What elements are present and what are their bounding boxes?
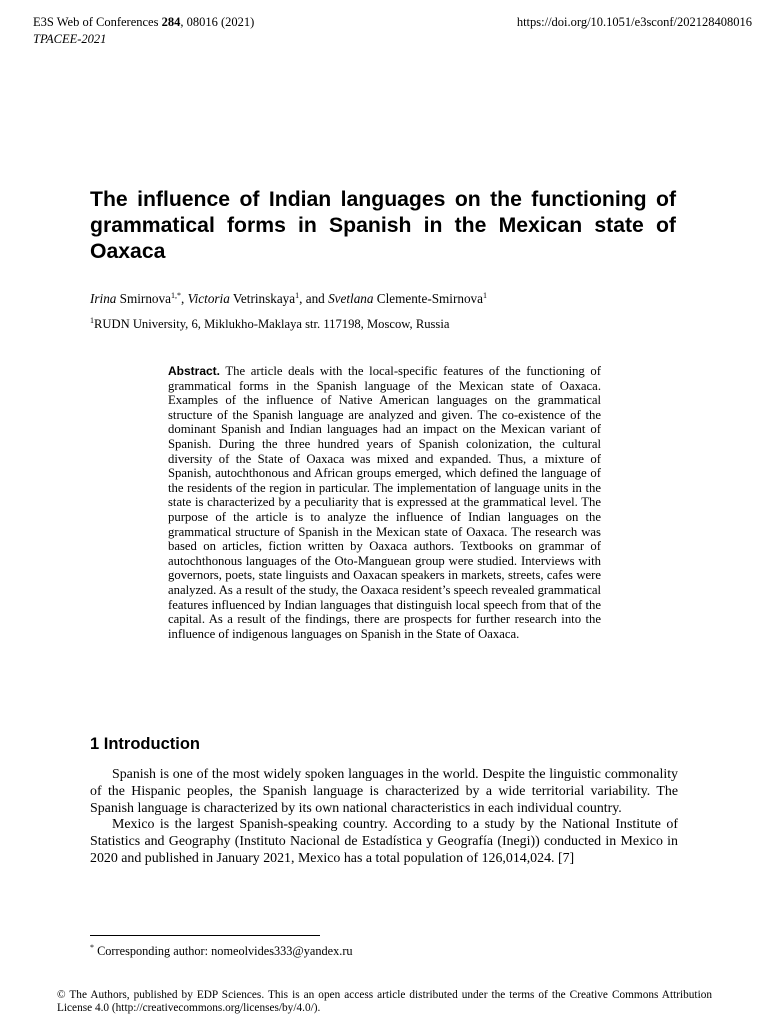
journal-citation xyxy=(33,14,254,30)
author-2-affiliation-mark: 1 xyxy=(295,291,300,300)
abstract-block xyxy=(168,364,601,641)
conference-tag: TPACEE-2021 xyxy=(33,32,107,46)
introduction-body xyxy=(90,767,678,868)
footnote-divider xyxy=(90,935,320,936)
author-2-last: Vetrinskaya xyxy=(229,291,296,306)
footnote xyxy=(90,943,353,959)
article-number: , 08016 (2021) xyxy=(180,15,255,29)
author-separator: , and xyxy=(299,291,329,306)
doi-link[interactable]: https://doi.org/10.1051/e3sconf/202128408016 xyxy=(516,15,752,29)
abstract-label: Abstract. xyxy=(168,364,221,378)
author-separator: , xyxy=(180,291,188,306)
abstract-text: The article deals with the local-specific features of the functioning of grammatical forms in the Spanish language of the Mexican state of Oaxaca. Examples of the influence of Native American languages on the grammatical structure of the Spanish language are analyzed and given. The co-existence of the dominant Spanish and Indian languages had an impact on the Mexican variant of Spanish. During the three hundred years of Spanish colonization, the cultural diversity of the State of Oaxaca was mixed and expanded. Thus, a mixture of Spanish, autochthonous and African groups emerged, which defined the language of the residents of the region in particular. The implementation of language units in the state is characterized by a peculiarity that is expressed at the grammatical level. The purpose of the article is to analyze the influence of Indian languages on the grammatical structure of Spanish in the Mexican state of Oaxaca. The research was based on articles, fiction written by Oaxaca authors. Textbooks on grammar of autochthonous languages of the Oto-Manguean group were studied. Interviews with governors, poets, state linguists and Oaxacan speakers in markets, streets, cafes were analyzed. As a result of the study, the Oaxaca resident’s speech revealed grammatical features influenced by Indian languages that distinguish local speech from that of the capital. As a result of the findings, there are prospects for further research into the influence of indigenous languages on Spanish in the State of Oaxaca. xyxy=(168,364,601,641)
affiliation-text: RUDN University, 6, Miklukho-Maklaya str. 117198, Moscow, Russia xyxy=(94,317,450,331)
author-2-first: Victoria xyxy=(187,291,230,306)
affiliation-mark: 1 xyxy=(90,316,94,325)
license-notice: © The Authors, published by EDP Sciences. This is an open access article distributed under the terms of the Creative Commons Attribution License 4.0 (http://creativecommons.org/licenses/by/4.0/). xyxy=(57,989,712,1014)
affiliation xyxy=(90,316,449,332)
author-3-first: Svetlana xyxy=(328,291,374,306)
body-paragraph: Mexico is the largest Spanish-speaking country. According to a study by the National Institute of Statistics and Geography (Instituto Nacional de Estadística y Geografía (Inegi)) conducted in Mexico in 2020 and published in January 2021, Mexico has a total population of 126,014,024. [7] xyxy=(90,817,678,866)
journal-name: E3S Web of Conferences xyxy=(33,15,159,29)
author-3-last: Clemente-Smirnova xyxy=(373,291,483,306)
paper-title: The influence of Indian languages on the functioning of grammatical forms in Spanish in the Mexican state of Oaxaca xyxy=(90,188,676,263)
author-3-affiliation-mark: 1 xyxy=(483,291,487,300)
section-heading-introduction: 1 Introduction xyxy=(90,735,200,753)
author-list xyxy=(90,291,487,307)
footnote-text: Corresponding author: nomeolvides333@yandex.ru xyxy=(94,944,353,958)
footnote-mark: * xyxy=(90,943,94,952)
body-paragraph: Spanish is one of the most widely spoken languages in the world. Despite the linguistic commonality of the Hispanic peoples, the Spanish language is characterized by a wide territorial variability. The Spanish language is characterized by its own national characteristics in each individual country. xyxy=(90,767,678,816)
author-1-first: Irina xyxy=(90,291,117,306)
author-1-last: Smirnova xyxy=(116,291,171,306)
journal-volume: 284 xyxy=(161,15,181,29)
author-1-affiliation-mark: 1,* xyxy=(170,291,181,300)
